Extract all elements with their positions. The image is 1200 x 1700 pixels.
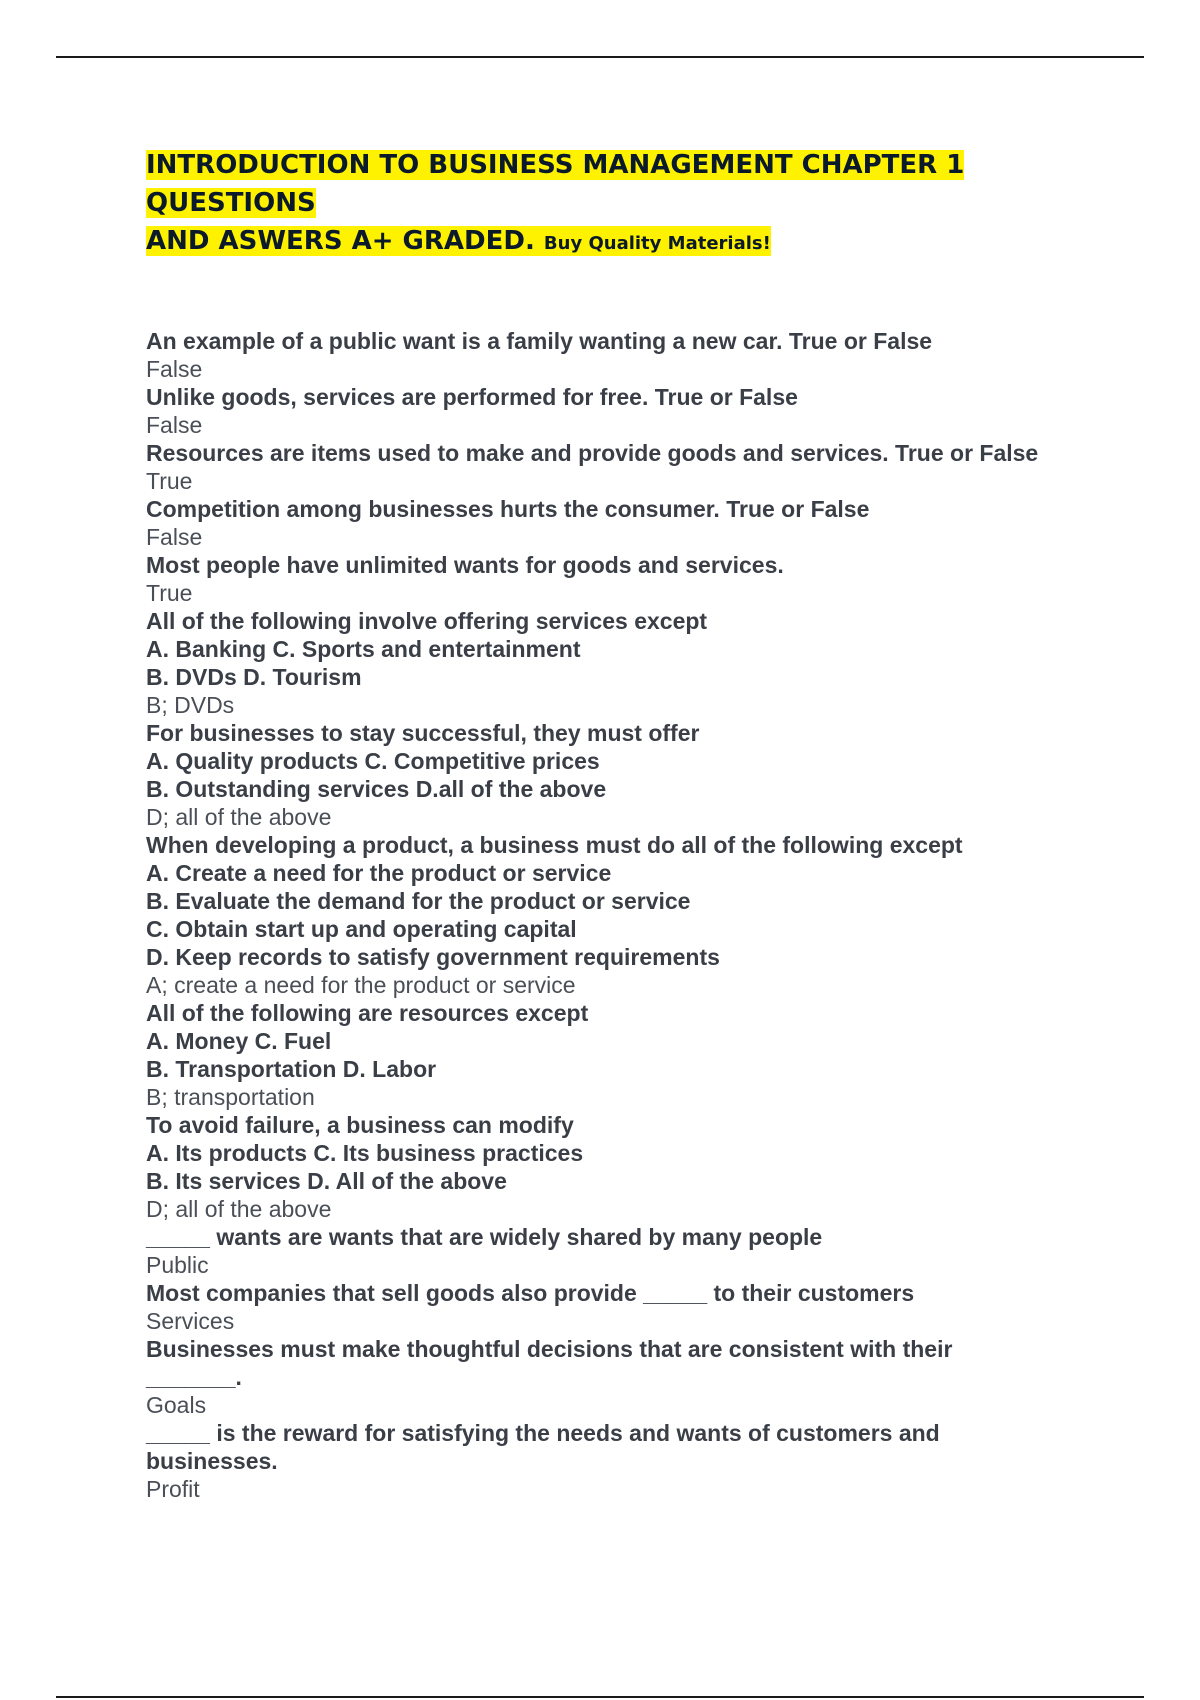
question-line: All of the following are resources except: [146, 1000, 589, 1026]
question-line: A. Its products C. Its business practices: [146, 1140, 584, 1166]
question-line: _______.: [146, 1364, 242, 1390]
answer-line: Goals: [146, 1392, 207, 1418]
title-highlight: [146, 150, 964, 256]
question-line: For businesses to stay successful, they must offer: [146, 720, 700, 746]
document-body: [146, 146, 1106, 1503]
bottom-rule: [56, 1696, 1144, 1698]
answer-line: A; create a need for the product or service: [146, 972, 576, 998]
answer-line: True: [146, 580, 193, 606]
question-line: When developing a product, a business must do all of the following except: [146, 832, 963, 858]
question-line: B. DVDs D. Tourism: [146, 664, 362, 690]
question-line: B. Its services D. All of the above: [146, 1168, 507, 1194]
question-line: A. Quality products C. Competitive prices: [146, 748, 600, 774]
question-line: Most people have unlimited wants for goods and services.: [146, 552, 784, 578]
answer-line: False: [146, 524, 203, 550]
answer-line: True: [146, 468, 193, 494]
answer-line: B; transportation: [146, 1084, 315, 1110]
question-line: To avoid failure, a business can modify: [146, 1112, 574, 1138]
top-rule: [56, 56, 1144, 58]
question-line: D. Keep records to satisfy government requirements: [146, 944, 720, 970]
title-line-1: INTRODUCTION TO BUSINESS MANAGEMENT CHAPTER 1 QUESTIONS: [146, 150, 965, 218]
question-line: _____ is the reward for satisfying the needs and wants of customers and: [146, 1420, 940, 1446]
question-answer-list: [146, 327, 1106, 1503]
answer-line: Public: [146, 1252, 209, 1278]
title-line-2: AND ASWERS A+ GRADED.: [146, 226, 535, 256]
document-title: [146, 146, 1106, 263]
question-line: Unlike goods, services are performed for free. True or False: [146, 384, 798, 410]
question-line: A. Create a need for the product or service: [146, 860, 612, 886]
answer-line: False: [146, 412, 203, 438]
answer-line: B; DVDs: [146, 692, 235, 718]
answer-line: D; all of the above: [146, 1196, 332, 1222]
answer-line: Services: [146, 1308, 235, 1334]
question-line: B. Evaluate the demand for the product or service: [146, 888, 691, 914]
question-line: All of the following involve offering services except: [146, 608, 708, 634]
tagline: Buy Quality Materials!: [543, 233, 771, 254]
question-line: businesses.: [146, 1448, 278, 1474]
answer-line: False: [146, 356, 203, 382]
question-line: A. Banking C. Sports and entertainment: [146, 636, 581, 662]
question-line: _____ wants are wants that are widely shared by many people: [146, 1224, 823, 1250]
question-line: Businesses must make thoughtful decisions that are consistent with their: [146, 1336, 953, 1362]
question-line: A. Money C. Fuel: [146, 1028, 332, 1054]
question-line: Competition among businesses hurts the consumer. True or False: [146, 496, 870, 522]
answer-line: D; all of the above: [146, 804, 332, 830]
question-line: B. Outstanding services D.all of the above: [146, 776, 607, 802]
question-line: C. Obtain start up and operating capital: [146, 916, 577, 942]
question-line: Most companies that sell goods also provide _____ to their customers: [146, 1280, 915, 1306]
question-line: Resources are items used to make and provide goods and services. True or False: [146, 440, 1039, 466]
question-line: B. Transportation D. Labor: [146, 1056, 437, 1082]
question-line: An example of a public want is a family wanting a new car. True or False: [146, 328, 933, 354]
answer-line: Profit: [146, 1476, 200, 1502]
